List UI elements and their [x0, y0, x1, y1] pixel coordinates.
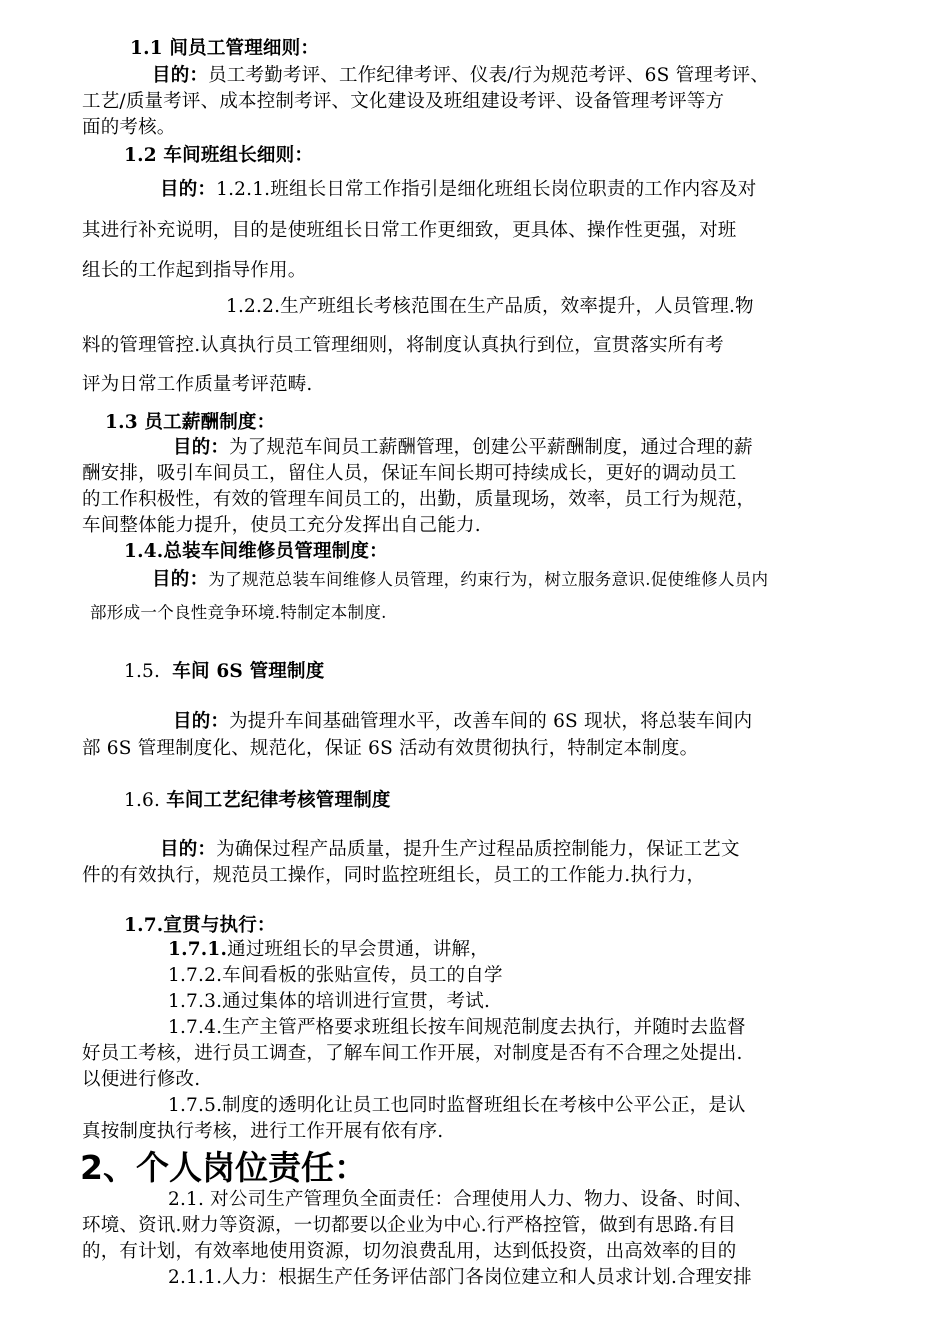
section-number: 1.6. — [124, 790, 161, 811]
section-1-5-title: 1.5. 车间 6S 管理制度 — [124, 661, 325, 682]
section-1-1-title: 1.1 间员工管理细则： — [130, 38, 320, 59]
section-1-3-line-3: 的工作积极性，有效的管理车间员工的，出勤，质量现场，效率，员工行为规范， — [82, 489, 756, 510]
section-1-7-item-5-line-2: 真按制度执行考核，进行工作开展有依有序. — [82, 1121, 444, 1142]
section-1-1-line-3: 面的考核。 — [82, 117, 176, 138]
section-1-6-title: 1.6. 车间工艺纪律考核管理制度 — [124, 790, 391, 811]
section-1-4-line-2: 部形成一个良性竞争环境.特制定本制度. — [90, 603, 387, 622]
section-2-p1-line-2: 环境、资讯.财力等资源，一切都要以企业为中心.行严格控管，做到有思路.有目 — [82, 1215, 737, 1236]
section-2-title: 2、个人岗位责任： — [80, 1148, 367, 1187]
section-1-3-line-2: 酬安排，吸引车间员工，留住人员，保证车间长期可持续成长，更好的调动员工 — [82, 463, 737, 484]
purpose-label: 目的： — [160, 179, 217, 200]
section-1-2-p2-line-3: 评为日常工作质量考评范畴. — [82, 374, 313, 395]
section-1-7-item-1: 1.7.1.通过班组长的早会贯通，讲解， — [168, 939, 489, 960]
section-1-3-title: 1.3 员工薪酬制度： — [105, 412, 276, 433]
section-1-7-title: 1.7.宣贯与执行： — [124, 915, 276, 936]
section-2-p1-line-1: 2.1. 对公司生产管理负全面责任：合理使用人力、物力、设备、时间、 — [168, 1189, 753, 1210]
section-1-1-line-1: 目的：员工考勤考评、工作纪律考评、仪表/行为规范考评、6S 管理考评、 — [152, 65, 770, 86]
section-1-3-line-4: 车间整体能力提升，使员工充分发挥出自己能力. — [82, 515, 481, 536]
section-1-2-p2-line-1: 1.2.2.生产班组长考核范围在生产品质，效率提升，人员管理.物 — [226, 296, 754, 317]
section-1-2-p1-line-3: 组长的工作起到指导作用。 — [82, 260, 307, 281]
section-2-p2-line-1: 2.1.1.人力：根据生产任务评估部门各岗位建立和人员求计划.合理安排 — [168, 1267, 752, 1288]
section-1-2-p1-line-1: 目的：1.2.1.班组长日常工作指引是细化班组长岗位职责的工作内容及对 — [160, 179, 757, 200]
section-1-7-item-3: 1.7.3.通过集体的培训进行宣贯，考试. — [168, 991, 491, 1012]
section-1-2-p1-line-2: 其进行补充说明，目的是使班组长日常工作更细致，更具体、操作性更强，对班 — [82, 220, 737, 241]
purpose-label: 目的： — [160, 839, 217, 860]
purpose-label: 目的： — [173, 711, 230, 732]
section-1-3-line-1: 目的：为了规范车间员工薪酬管理，创建公平薪酬制度，通过合理的薪 — [173, 437, 753, 458]
purpose-label: 目的： — [152, 65, 209, 86]
section-1-7-item-2: 1.7.2.车间看板的张贴宣传，员工的自学 — [168, 965, 503, 986]
section-1-5-line-1: 目的：为提升车间基础管理水平，改善车间的 6S 现状，将总装车间内 — [173, 711, 753, 732]
section-1-4-title: 1.4.总装车间维修员管理制度： — [124, 541, 388, 562]
section-1-2-title: 1.2 车间班组长细则： — [124, 145, 314, 166]
section-number: 1.5. — [124, 661, 161, 682]
section-1-4-line-1: 目的：为了规范总装车间维修人员管理，约束行为，树立服务意识.促使维修人员内 — [152, 569, 769, 590]
purpose-label: 目的： — [152, 569, 209, 590]
section-1-6-line-2: 件的有效执行，规范员工操作，同时监控班组长，员工的工作能力.执行力， — [82, 865, 706, 886]
section-1-7-item-4-line-1: 1.7.4.生产主管严格要求班组长按车间规范制度去执行，并随时去监督 — [168, 1017, 746, 1038]
item-number: 1.7.1. — [168, 939, 228, 960]
purpose-label: 目的： — [173, 437, 230, 458]
section-1-1-line-2: 工艺/质量考评、成本控制考评、文化建设及班组建设考评、设备管理考评等方 — [82, 91, 725, 112]
section-1-7-item-4-line-2: 好员工考核，进行员工调查，了解车间工作开展，对制度是否有不合理之处提出. — [82, 1043, 743, 1064]
section-1-6-line-1: 目的：为确保过程产品质量，提升生产过程品质控制能力，保证工艺文 — [160, 839, 740, 860]
section-1-2-p2-line-2: 料的管理管控.认真执行员工管理细则，将制度认真执行到位，宣贯落实所有考 — [82, 335, 724, 356]
section-1-5-line-2: 部 6S 管理制度化、规范化，保证 6S 活动有效贯彻执行，特制定本制度。 — [82, 738, 699, 759]
section-1-7-item-4-line-3: 以便进行修改. — [82, 1069, 201, 1090]
section-1-7-item-5-line-1: 1.7.5.制度的透明化让员工也同时监督班组长在考核中公平公正，是认 — [168, 1095, 746, 1116]
section-2-p1-line-3: 的，有计划，有效率地使用资源，切勿浪费乱用，达到低投资，出高效率的目的 — [82, 1241, 737, 1262]
